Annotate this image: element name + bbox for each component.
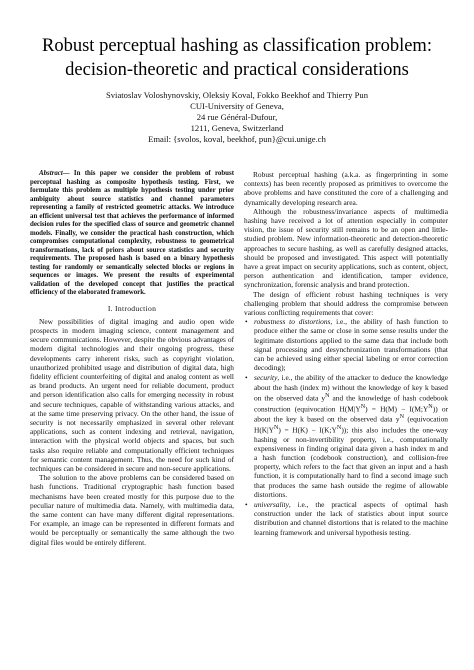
security-text-g: )); this also includes the one-way hashing or non-invertibility property, i.e., computationally expensiveness in finding original data given a hash index m and a hash function (codebook construction), and collision-free property, which refers to the fact that given an input and a hash function, it is computationally hard to find a second image such that produces the same hash outside the regime of allowable distortions. xyxy=(254,425,449,499)
author-block xyxy=(20,90,454,145)
security-text-e: (equivocation H(K|Y xyxy=(254,414,448,435)
superscript: N xyxy=(325,392,330,399)
intro-paragraph-1: New possibilities of digital imaging and audio open wide prospects in modern imaging science, content management and secure communications. However, despite the obvious advantages of modern digital technologies and their ongoing progress, these developments carry inherent risks, such as copyright violation, unauthorized prohibited usage and distribution of digital data, high fidelity efficient counterfeiting of digital and analog content as well as brand products. An urgent need for reliable document, product and person identification also calls for emerging necessity in robust and secure techniques, capable of withstanding various attacks, and at the same time preserving privacy. On the other hand, the issue of security is not necessarily emphasized in several other relevant applications, such as content indexing and retrieval, navigation, interaction with the physical world objects and spaces, but such tasks also require reliable and computationally efficient techniques for semantic content management. Thus, the need for such kind of techniques can be considered in secure and non-secure applications. xyxy=(30,316,234,473)
universality-text: , i.e., the practical aspects of optimal hash construction under the lack of statistics about input source distribution and channel distortions that is related to the machine learning framework and universal hypothesis testing. xyxy=(254,499,448,537)
right-paragraph-3: The design of efficient robust hashing techniques is very challenging problem that should address the compromise between various conflicting requirements that cover: xyxy=(244,289,448,318)
abstract xyxy=(30,170,234,298)
term-robustness: robustness to distortions xyxy=(254,317,331,327)
security-text-f: ) = H(K) − I(K;Y xyxy=(278,425,337,435)
security-text-a: , i.e., the ability of the attacker to deduce the knowledge about the hash (index m) without the knowledge of key k based on the observed data y xyxy=(254,373,448,403)
superscript: N xyxy=(399,414,405,421)
title-line-1: Robust perceptual hashing as classification problem: xyxy=(42,36,432,56)
superscript: N xyxy=(336,424,342,431)
superscript: N xyxy=(428,403,433,410)
intro-paragraph-2: The solution to the above problems can be considered based on hash functions. Traditional cryptographic hash function based mechanisms have been created mostly for this purpose due to the peculiar nature of multimedia data. Namely, with multimedia data, the same content can have many different digital representations. For example, an image can be represented in different formats and would be perceptually or semantically the same although the two digital files would be entirely different. xyxy=(30,473,234,547)
address-line-1: 24 rue Général-Dufour, xyxy=(196,112,278,122)
robustness-text: , i.e., the ability of hash function to produce either the same or close in some sense results under the legitimate distortions applied to the same data that include both signal processing and desynchronization transformations (that can be achieved using either special labeling or error correction decoding); xyxy=(254,317,448,373)
affiliation: CUI-University of Geneva, xyxy=(190,101,284,111)
left-column xyxy=(30,170,234,547)
abstract-label: Abstract xyxy=(39,170,63,177)
term-security: security xyxy=(254,373,278,383)
security-text-b: and the knowledge of hash codebook construction (equivocation H(M|Y xyxy=(254,393,448,414)
email-line: Email: {svolos, koval, beekhof, pun}@cui.unige.ch xyxy=(148,134,326,144)
bullet-glyph: • xyxy=(245,317,248,327)
superscript: N xyxy=(360,403,366,410)
right-paragraph-1: Robust perceptual hashing (a.k.a. as fingerprinting in some contexts) has been recently proposed as primitives to overcome the above problems and have constituted the core of a challenging and dynamically developing research area. xyxy=(244,170,448,207)
section-heading-introduction: I. Introduction xyxy=(107,303,157,313)
security-text-c: ) = H(M) − I(M;Y xyxy=(365,404,429,414)
list-item-robustness xyxy=(244,317,448,372)
address-line-2: 1211, Geneva, Switzerland xyxy=(190,123,284,133)
right-column xyxy=(244,170,448,538)
list-item-security xyxy=(244,373,448,499)
bullet-glyph: • xyxy=(245,499,248,509)
requirements-list xyxy=(244,317,448,537)
security-text-d: )) or about the key k based on the observed data y xyxy=(254,404,448,424)
superscript: N xyxy=(273,424,279,431)
title-line-2: decision-theoretic and practical considerations xyxy=(65,60,409,80)
right-paragraph-2: Although the robustness/invariance aspects of multimedia hashing have received a lot of attention especially in computer vision, the issue of security still remains to be an open and little-studied problem. New information-theoretic and detection-theoretic approaches to secure hashing, as well as carefully designed attacks, should be proposed and investigated. This aspect will potentially have a great impact on security applications, such as content, object, person authentication and identification, tamper evidence, synchronization, forensic analysis and brand protection. xyxy=(244,206,448,290)
bullet-glyph: • xyxy=(245,373,248,383)
abstract-body: — In this paper we consider the problem of robust perceptual hashing as composite hypothesis testing. First, we formulate this problem as multiple hypothesis testing under prior ambiguity about source statistics and channel parameters representing a family of restricted geometric attacks. We introduce an efficient universal test that achieves the performance of informed decision rules for the specified class of source and geometric channel models. Finally, we consider the practical hash construction, which compromises computational complexity, robustness to geometrical transformations, lack of priors about source statistics and security requirements. The proposed hash is based on a binary hypothesis testing for randomly or semantically selected blocks or regions in sequences or images. We present the results of experimental validation of the developed concept that justifies the practical efficiency of the elaborated framework. xyxy=(30,170,234,296)
author-names: Sviatoslav Voloshynovskiy, Oleksiy Koval, Fokko Beekhof and Thierry Pun xyxy=(105,90,369,100)
list-item-universality xyxy=(244,500,448,537)
term-universality: universality xyxy=(254,499,289,509)
paper-title xyxy=(20,34,454,82)
